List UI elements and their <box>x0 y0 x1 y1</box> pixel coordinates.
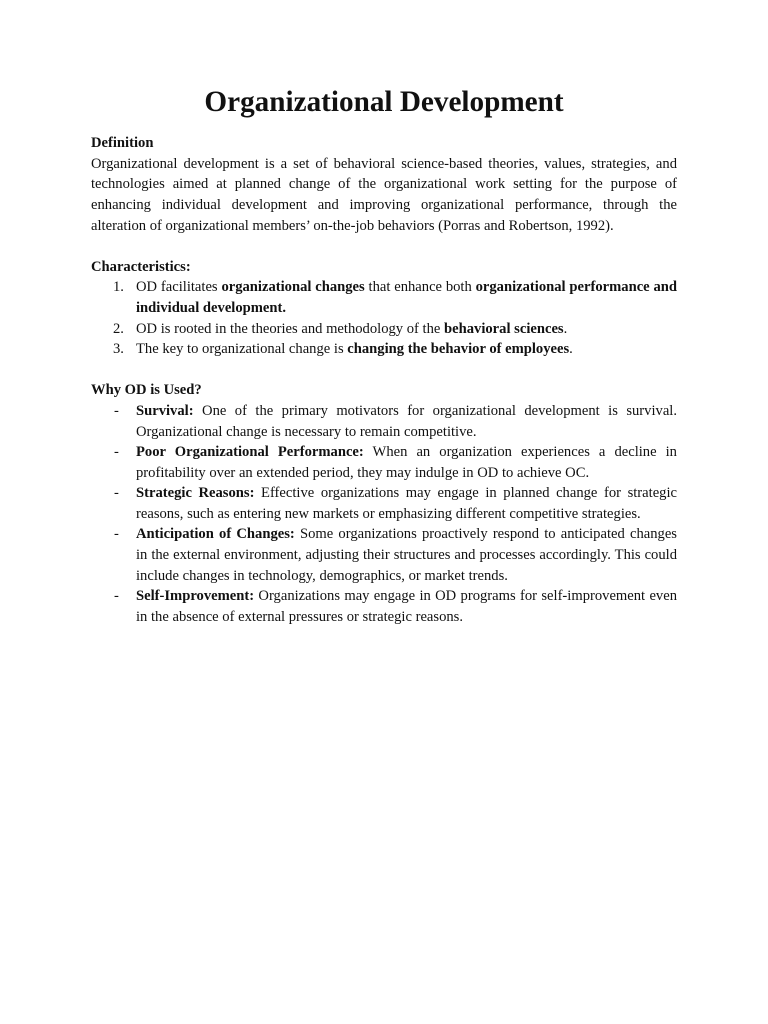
spacer <box>91 360 677 381</box>
item-text: When an organization experiences a decline in profitability over an extended period, they may indulge in OD to achieve OC. <box>136 444 677 481</box>
item-label: Anticipation of Changes: <box>136 526 295 543</box>
definition-paragraph: Organizational development is a set of behavioral science-based theories, values, strategies, and technologies aimed at planned change of the organizational work setting for the purpose of enhancing individual development and improving organizational performance, through the alteration of organizational members’ on-the-job behaviors (Porras and Robertson, 1992). <box>91 155 677 234</box>
document-title: Organizational Development <box>204 86 564 118</box>
item-text: . <box>569 341 573 358</box>
item-label: Survival: <box>136 402 194 419</box>
list-number: 3. <box>113 341 124 358</box>
list-item <box>91 483 677 524</box>
item-label: Poor Organizational Performance: <box>136 444 364 461</box>
item-emphasis: organizational changes <box>221 279 365 296</box>
item-text: that enhance both <box>364 279 476 296</box>
item-text: OD is rooted in the theories and methodology of the <box>136 320 445 337</box>
item-text: The key to organizational change is <box>136 341 348 358</box>
list-dash: - <box>114 444 119 461</box>
item-text: OD facilitates <box>136 279 222 296</box>
list-item <box>91 339 677 360</box>
definition-section <box>91 133 677 236</box>
list-dash: - <box>114 526 119 543</box>
document-page <box>91 86 678 627</box>
item-emphasis: behavioral sciences <box>444 320 564 337</box>
list-dash: - <box>114 588 119 605</box>
item-label: Self-Improvement: <box>136 588 255 605</box>
why-od-list <box>91 401 677 628</box>
spacer <box>91 236 677 257</box>
characteristics-section <box>91 257 677 360</box>
item-text: Effective organizations may engage in planned change for strategic reasons, such as entering new markets or emphasizing different competitive strategies. <box>136 485 678 522</box>
list-number: 2. <box>113 320 124 337</box>
characteristics-heading: Characteristics: <box>91 258 191 275</box>
list-number: 1. <box>113 279 124 296</box>
list-item <box>91 401 677 442</box>
characteristics-list <box>91 277 677 359</box>
list-item <box>91 442 677 483</box>
item-text: Organizations may engage in OD programs for self-improvement even in the absence of external pressures or strategic reasons. <box>136 588 677 625</box>
list-dash: - <box>114 402 119 419</box>
why-od-heading: Why OD is Used? <box>91 382 202 399</box>
item-text: Some organizations proactively respond to anticipated changes in the external environment, adjusting their structures and processes accordingly. This could include changes in technology, demographics, or market trends. <box>136 526 677 584</box>
list-item <box>91 277 677 318</box>
item-text: . <box>563 320 568 337</box>
definition-heading: Definition <box>91 135 154 152</box>
list-dash: - <box>114 485 119 502</box>
list-item <box>91 586 677 627</box>
item-text: One of the primary motivators for organizational development is survival. Organizational change is necessary to remain competitive. <box>136 402 677 440</box>
item-emphasis: changing the behavior of employees <box>347 341 570 358</box>
list-item <box>91 524 677 586</box>
item-label: Strategic Reasons: <box>136 485 255 502</box>
item-emphasis: organizational performance and individual development. <box>136 279 677 316</box>
why-od-section <box>91 380 677 627</box>
list-item <box>91 319 677 340</box>
